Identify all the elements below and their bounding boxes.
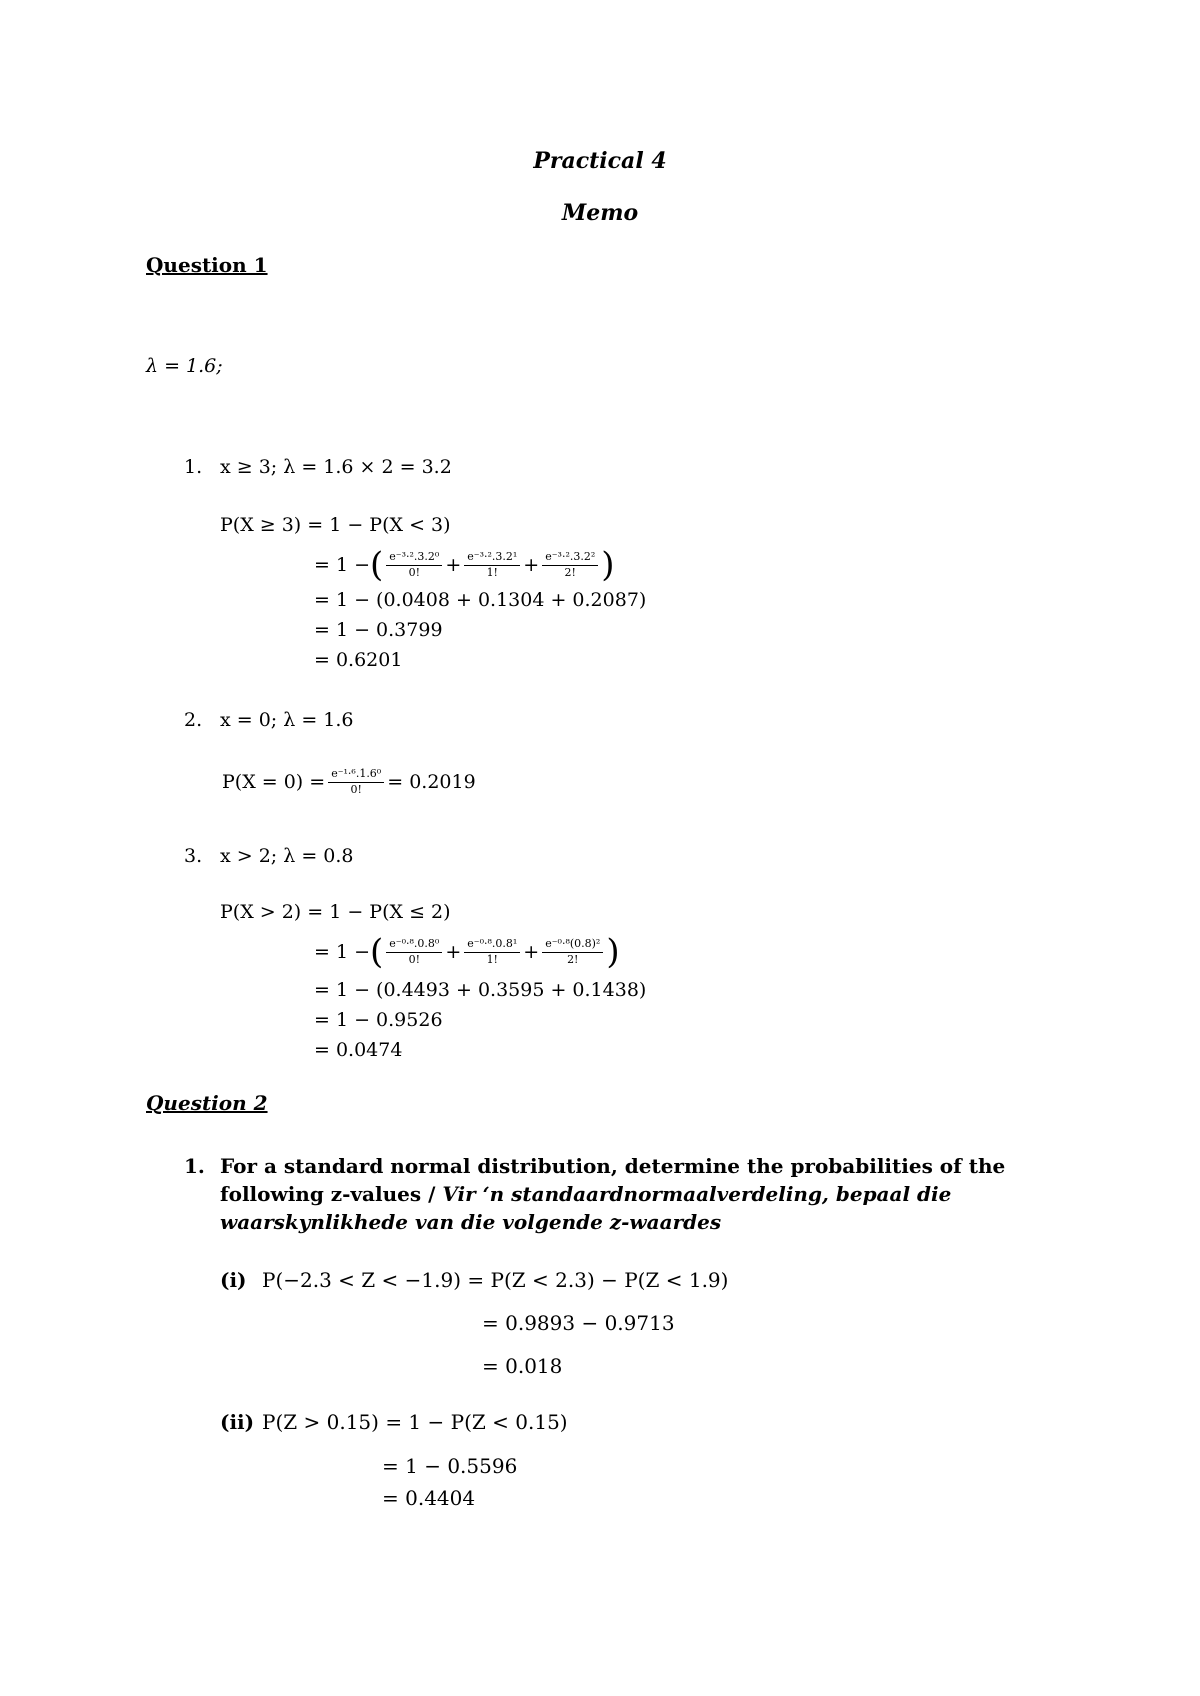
q1-part2-number: 2. (184, 709, 203, 731)
q2-ii-line2: = 1 − 0.5596 (382, 1454, 518, 1478)
q1-part2-given: x = 0; λ = 1.6 (220, 709, 354, 731)
q2-ii-label: (ii) (220, 1410, 255, 1434)
fraction: $\frac{\text{e⁻³·².3.2⁰}}{0!}$ (386, 551, 442, 579)
q1-part3-line1: P(X > 2) = 1 − P(X ≤ 2) (220, 901, 451, 923)
q1-part3-line2: = 1 − ( $\frac{\text{e⁻⁰·⁸.0.8⁰}}{0!}$ + $\frac{\text{e⁻⁰·⁸.0.8¹}}{1!}$ + $\frac{\text{e⁻⁰·⁸(0.8)²}}{2!}$ ) (314, 932, 620, 972)
q1-part1-number: 1. (184, 456, 203, 478)
q1-part1-line5: = 0.6201 (314, 649, 403, 671)
fraction: $\frac{\text{e⁻⁰·⁸.0.8¹}}{1!}$ (464, 938, 520, 966)
q2-part1-number: 1. (184, 1154, 205, 1178)
q2-part1-text: For a standard normal distribution, determine the probabilities of the following z-values / Vir ‘n standaardnormaalverdeling, bepaal die waarskynlikhede van die volgende z-waardes (220, 1154, 1006, 1234)
question-1-heading: Question 1 (146, 253, 268, 277)
fraction: $\frac{\text{e⁻¹·⁶.1.6⁰}}{0!}$ (328, 768, 384, 796)
q1-part1-line1: P(X ≥ 3) = 1 − P(X < 3) (220, 514, 451, 536)
page-title: Practical 4 (533, 148, 667, 174)
q2-ii-line1: P(Z > 0.15) = 1 − P(Z < 0.15) (262, 1410, 568, 1434)
q1-part1-line4: = 1 − 0.3799 (314, 619, 443, 641)
q2-i-line1: P(−2.3 < Z < −1.9) = P(Z < 2.3) − P(Z < 1.9) (262, 1268, 729, 1292)
q1-part3-given: x > 2; λ = 0.8 (220, 845, 354, 867)
page-subtitle: Memo (561, 200, 639, 226)
q1-part2-equation: P(X = 0) = $\frac{\text{e⁻¹·⁶.1.6⁰}}{0!}$ = 0.2019 (222, 767, 476, 796)
q1-part3-line5: = 0.0474 (314, 1039, 403, 1061)
q2-i-line3: = 0.018 (482, 1354, 563, 1378)
question-2-heading: Question 2 (146, 1091, 268, 1115)
q2-ii-line3: = 0.4404 (382, 1486, 476, 1510)
q2-i-label: (i) (220, 1268, 247, 1292)
q1-part3-number: 3. (184, 845, 203, 867)
q1-part1-line2-prefix: = 1 − (314, 554, 371, 576)
q1-part1-line3: = 1 − (0.0408 + 0.1304 + 0.2087) (314, 589, 647, 611)
q1-part3-line4: = 1 − 0.9526 (314, 1009, 443, 1031)
q2-i-line2: = 0.9893 − 0.9713 (482, 1311, 675, 1335)
fraction: $\frac{\text{e⁻⁰·⁸(0.8)²}}{2!}$ (542, 938, 603, 966)
fraction: $\frac{\text{e⁻³·².3.2¹}}{1!}$ (464, 551, 520, 579)
q1-part1-given: x ≥ 3; λ = 1.6 × 2 = 3.2 (220, 456, 452, 478)
q1-part1-line2: = 1 − ( $\frac{\text{e⁻³·².3.2⁰}}{0!}$ + $\frac{\text{e⁻³·².3.2¹}}{1!}$ + $\frac{\text{e⁻³·².3.2²}}{2!}$ ) (314, 545, 615, 585)
q1-part3-line3: = 1 − (0.4493 + 0.3595 + 0.1438) (314, 979, 647, 1001)
lambda-definition: λ = 1.6; (146, 355, 223, 377)
fraction: $\frac{\text{e⁻³·².3.2²}}{2!}$ (542, 551, 598, 579)
fraction: $\frac{\text{e⁻⁰·⁸.0.8⁰}}{0!}$ (386, 938, 442, 966)
